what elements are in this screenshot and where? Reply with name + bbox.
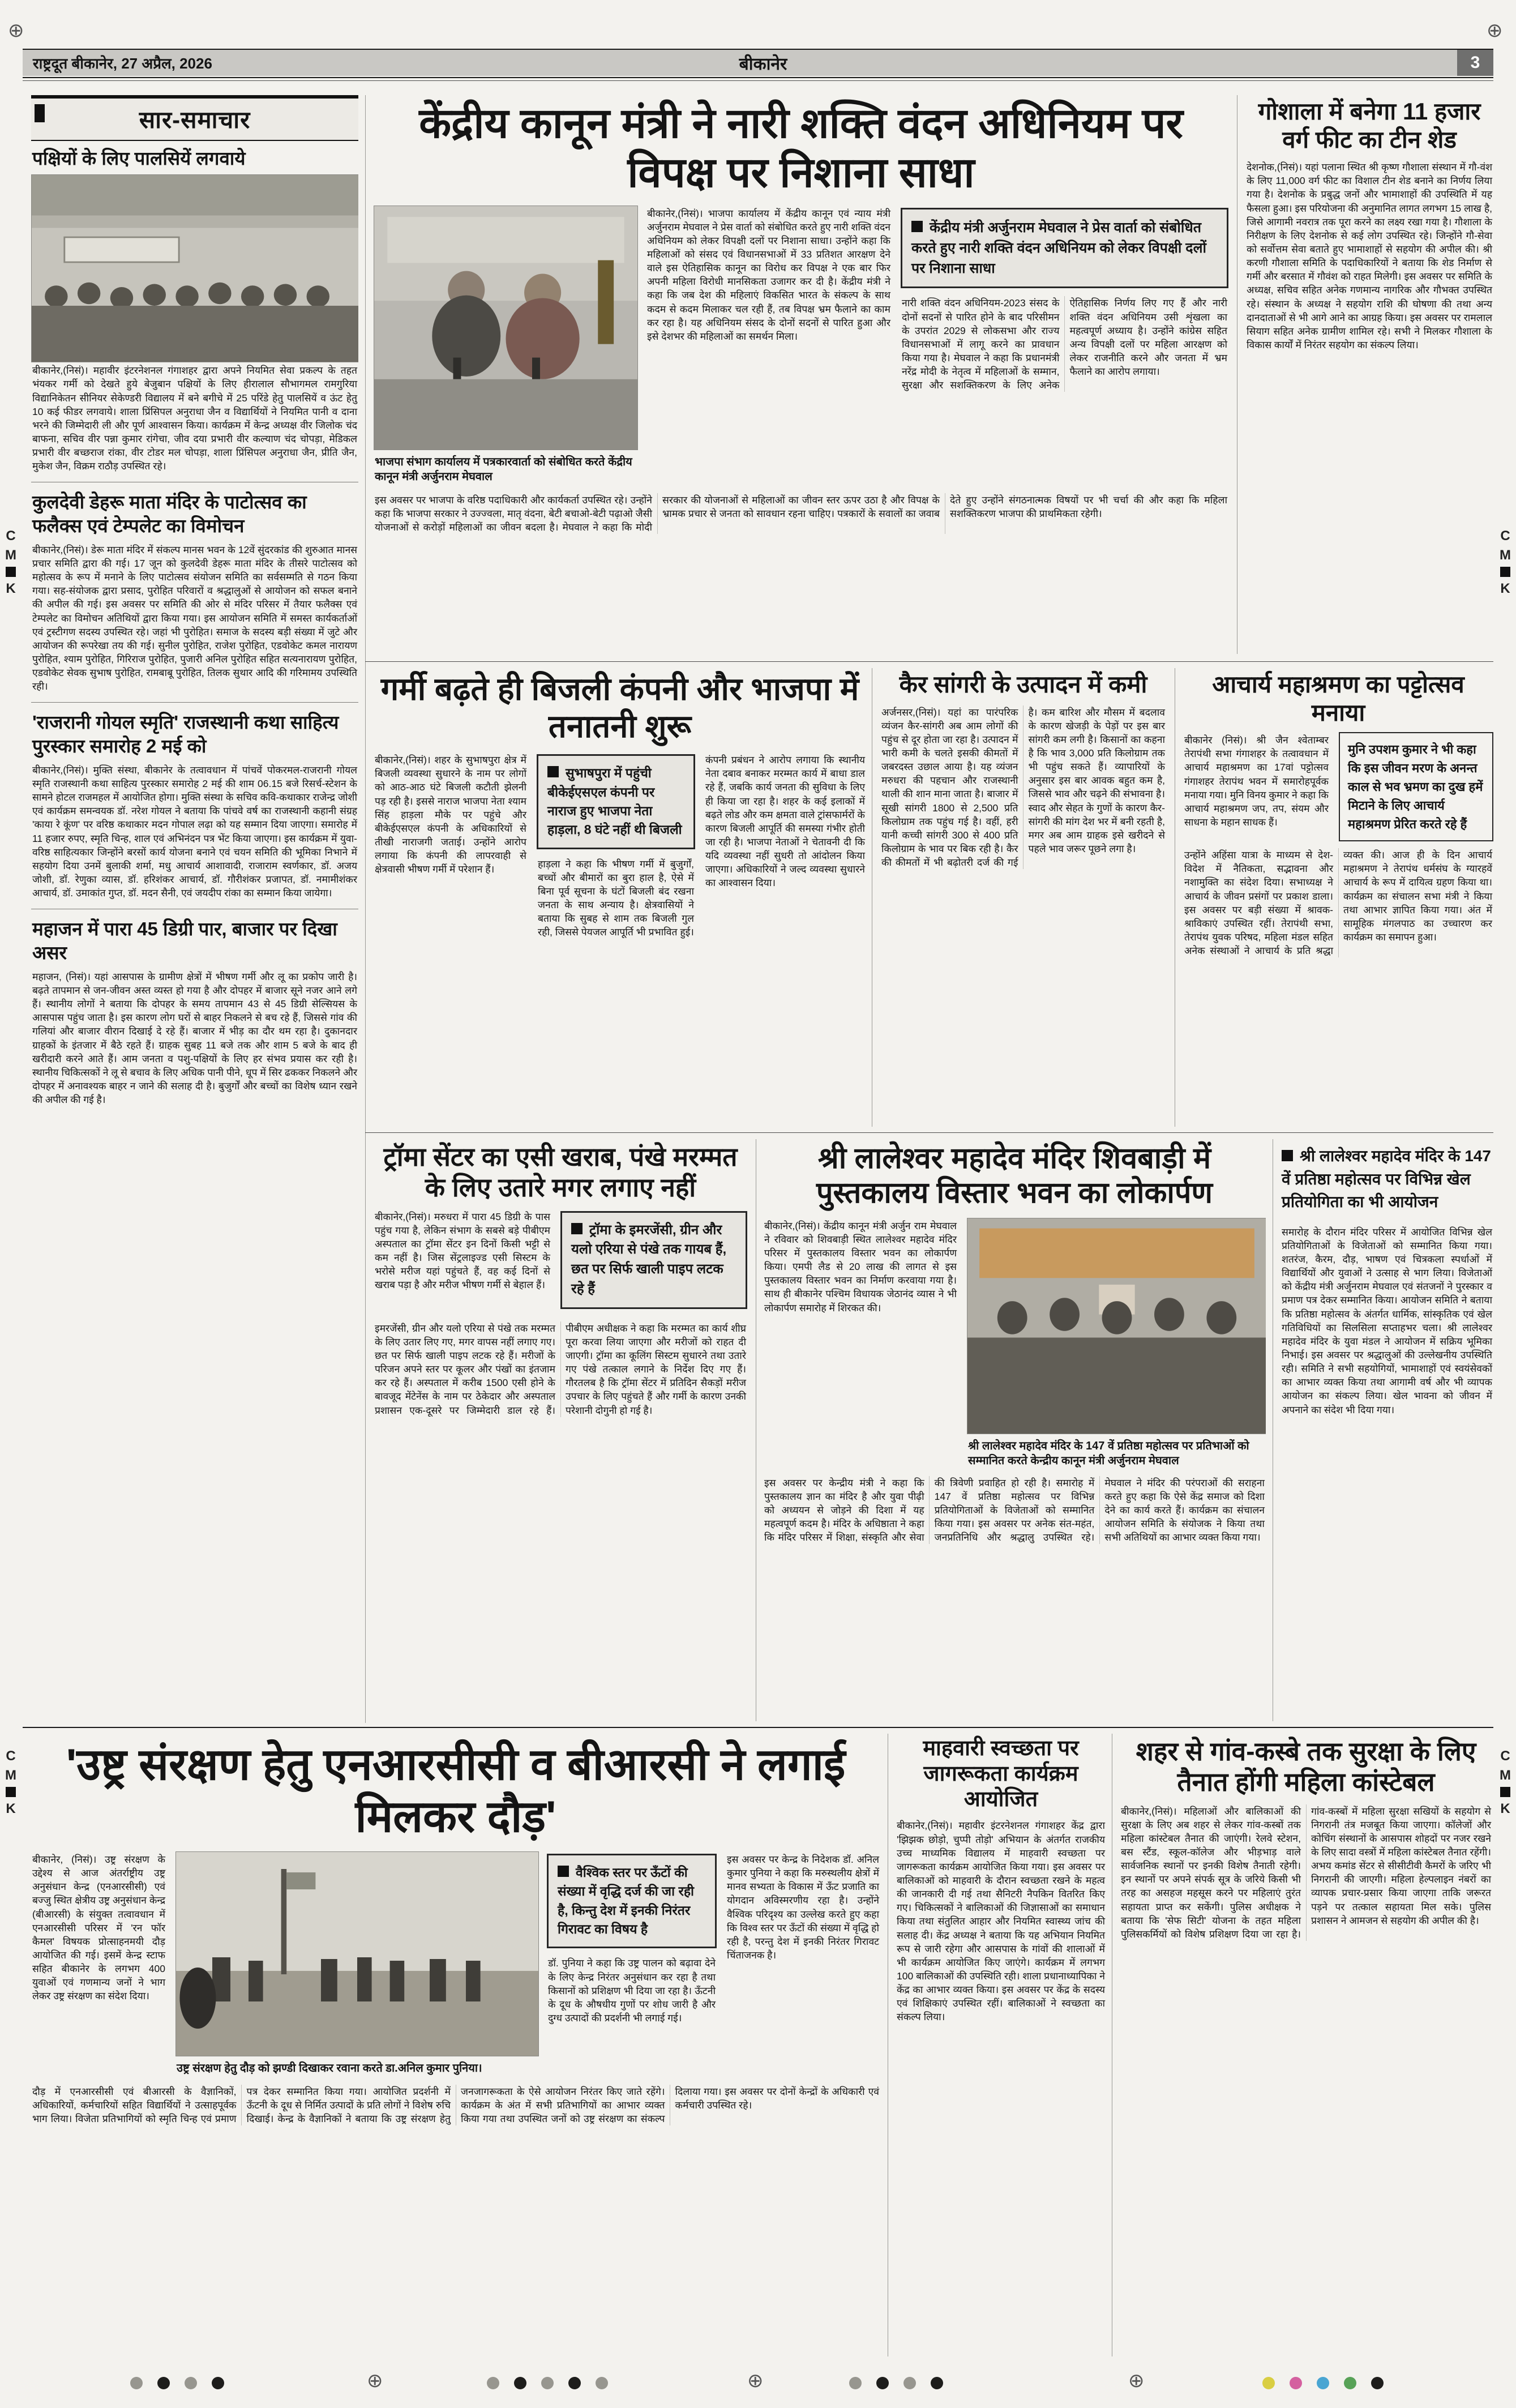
camel-highlight-box (547, 1854, 717, 1948)
body-constable: बीकानेर,(निसं)। महिलाओं और बालिकाओं की सुरक्षा के लिए अब शहर से लेकर गांव-कस्बों तक महिला कांस्टेबल तैनात की जाएंगी। रेलवे स्टेशन, बस स्टैंड, स्कूल-कॉलेज और भीड़भाड़ वाले सार्वजनिक स्थानों पर इनकी विशेष तैनाती रहेगी। इन स्थानों पर अपने संपर्क सूत्र के जरिये किसी भी तरह का असहज महसूस करने पर महिलाएं तुरंत सहायता प्राप्त कर सकेंगी। पुलिस अधीक्षक ने बताया कि 'सेफ सिटी' योजना के तहत महिला पुलिसकर्मियों को विशेष प्रशिक्षण दिया जा रहा है। गांव-कस्बों में महिला सुरक्षा सखियों के सहयोग से निगरानी तंत्र मजबूत किया जाएगा। कॉलेजों और कोचिंग संस्थानों के आसपास शोहदों पर नजर रखने के लिए सादा वस्त्रों में महिला कांस्टेबल तैनात रहेंगी। अभय कमांड सेंटर से सीसीटीवी कैमरों के जरिए भी निगरानी की जाएगी। महिला हेल्पलाइन नंबरों का व्यापक प्रचार-प्रसार किया जाएगा ताकि जरूरत पड़ने पर तत्काल सहायता मिल सके। पुलिस प्रशासन ने आमजन से सहयोग की अपील की है। (1121, 1805, 1491, 1940)
headline-garmi: गर्मी बढ़ते ही बिजली कंपनी और भाजपा में तनातनी शुरू (380, 671, 859, 745)
cmk-letter-m: M (1500, 547, 1511, 563)
photo-birds-group (31, 174, 358, 362)
headline-mahajan: महाजन में पारा 45 डिग्री पार, बाजार पर दिखा असर (32, 918, 337, 963)
band-rule (365, 1132, 1493, 1133)
trauma-row (374, 1209, 747, 1316)
masthead (23, 49, 1493, 76)
trauma-body-colA: बीकानेर,(निसं)। मरुधरा में पारा 45 डिग्री के पास पहुंच गया है, लेकिन संभाग के सबसे बड़े पीबीएम अस्पताल का ट्रॉमा सेंटर इन दिनों किसी भट्टी से कम नहीं है। जिस सेंट्रलाइज्ड एसी सिस्टम के भरोसे मरीज यहां पहुंचते हैं, वह कई दिनों से खराब पड़ा है और मरीज भीषण गर्मी से बेहाल हैं। (375, 1211, 550, 1291)
headline-laleshwar: श्री लालेश्वर महादेव मंदिर शिवबाड़ी में पुस्तकालय विस्तार भवन का लोकार्पण (816, 1142, 1213, 1210)
divider (31, 702, 358, 703)
square-bullet-icon (1282, 1150, 1293, 1161)
laleshwar-body-colA: बीकानेर,(निसं)। केंद्रीय कानून मंत्री अर्जुन राम मेघवाल ने रविवार को शिवबाड़ी स्थित लालेश्वर महादेव मंदिर परिसर में पुस्तकालय विस्तार भवन का लोकार्पण किया। एमपी लैड से 20 लाख की लागत से इस पुस्तकालय विस्तार भवन का निर्माण करवाया गया है। साथ ही बीकानेर पश्चिम विधायक जेठानंद व्यास ने भी लोकार्पण समारोह में शिरकत की। (764, 1220, 957, 1314)
camel-highlight-text: वैश्विक स्तर पर ऊँटों की संख्या में वृद्धि दर्ज की जा रही है, किन्तु देश में इनकी निरंतर गिरावट का विषय है (558, 1865, 695, 1937)
camel-row (31, 1851, 880, 2078)
article-garmi (374, 668, 866, 1127)
page-number: 3 (1457, 50, 1493, 76)
registration-dots (130, 2377, 224, 2389)
photo-press-conference (374, 206, 638, 450)
main-body-continued: इस अवसर पर भाजपा के वरिष्ठ पदाधिकारी और कार्यकर्ता उपस्थित रहे। उन्होंने कहा कि भाजपा सरकार ने उज्ज्वला, मातृ वंदना, बेटी बचाओ-बेटी पढ़ाओ जैसी योजनाओं से करोड़ों महिलाओं का जीवन बदला है। मेघवाल ने कहा कि मोदी सरकार की योजनाओं से महिलाओं का जीवन स्तर ऊपर उठा है और विपक्ष के भ्रामक प्रचार से जनता को सावधान रहना चाहिए। पत्रकारों के सवालों का जवाब देते हुए उन्होंने संगठनात्मक विषयों पर भी चर्चा की और कहा कि महिला सशक्तिकरण भाजपा की प्राथमिकता रहेगी। (375, 494, 1227, 533)
main-body-colA: बीकानेर,(निसं)। भाजपा कार्यालय में केंद्रीय कानून एवं न्याय मंत्री अर्जुनराम मेघवाल ने प्रेस वार्ता को संबोधित करते हुए नारी शक्ति वंदन अधिनियम को लेकर विपक्षी दलों पर निशाना साधा। उन्होंने कहा कि महिलाओं को संसद एवं विधानसभाओं में 33 प्रतिशत आरक्षण देने वाले इस ऐतिहासिक कानून का विरोध कर विपक्ष ने एक बार फिर अपनी महिला विरोधी मानसिकता उजागर कर दी है। केंद्रीय मंत्री ने कहा कि जब देश की महिलाएं विकसित भारत के संकल्प के साथ कदम से कदम मिलाकर चल रही हैं, तब विपक्ष भ्रम फैलाने का काम कर रहा है। यह अधिनियम संसद के दोनों सदनों से पारित हुआ और इसे देशभर की महिलाओं का समर्थन मिला। (647, 207, 890, 342)
article-khel-sidebar (1281, 1139, 1493, 1721)
headline-khel: श्री लालेश्वर महादेव मंदिर के 147 वें प्रतिष्ठा महोत्सव पर विभिन्न खेल प्रतियोगिता का भी आयोजन (1282, 1147, 1491, 1211)
cmk-letter-c: C (1500, 528, 1510, 544)
garmi-highlight-text: सुभाषपुरा में पहुंची बीकेईएसएल कंपनी पर नाराज हुए भाजपा नेता हाड़ला, 8 घंटे नहीं थी बिजली (547, 765, 682, 837)
body-birds: बीकानेर,(निसं)। महावीर इंटरनेशनल गंगाशहर द्वारा अपने नियमित सेवा प्रकल्प के तहत भंयकर गर्मी को देखते हुये बेजुबान पक्षियों के लिए हीरालाल सौभागमल रामगुरिया विद्यानिकेतन सीनियर सेकेण्डरी विद्यालय में बने बगीचे में 25 परिंडे हेतु पालसियें व ऊंट हेतु 10 कई फीडर लगवाये। शाला प्रिंसिपल अनुराधा जैन व विद्यार्थियों ने नियमित पानी व दाना भरने की जिम्मेदारी ली और पूर्ण आश्वासन किया। कार्यक्रम में केन्द्र अध्यक्ष वीर जिलोक चंद बाफना, सचिव वीर पन्ना कुमार रांगेचा, जीव दया प्रभारी वीर कल्याण चंद चोपड़ा, मेडिकल प्रभारी वीर बच्छराज रांका, वीर टोडर मल चोपड़ा, शाला प्रिंसिपल अनुराधा जैन, प्रीति जैन, मुकेश जैन, विक्रम राठौड़ उपस्थित रहे। (32, 365, 357, 472)
registration-dots (487, 2377, 608, 2389)
section-title-saar: सार-समाचार (31, 95, 358, 141)
laleshwar-row (763, 1218, 1266, 1470)
registration-dots (849, 2377, 943, 2389)
print-registration-mark-cmk (1498, 1747, 1513, 1819)
cmk-letter-c: C (6, 1748, 16, 1764)
body-ker: अर्जनसर,(निसं)। यहां का पारंपरिक व्यंजन कैर-सांगरी अब आम लोगों की पहुंच से दूर होता जा रहा है। उत्पादन में भारी कमी के चलते इसकी कीमतों में जबरदस्त उछाल आया है। यह व्यंजन मरुधरा की पहचान और राजस्थानी थाली की शान माना जाता है। बाजार में सूखी सांगरी 1800 से 2,500 प्रति किलोग्राम तक पहुंच गई है। वहीं, हरी यानी कच्ची सांगरी 300 से 400 प्रति किलोग्राम के भाव पर बिक रही है। कैर की कीमतों में भी बढ़ोतरी दर्ज की गई है। कम बारिश और मौसम में बदलाव के कारण खेजड़ी के पेड़ों पर इस बार सांगरी कम लगी है। किसानों का कहना है कि भाव 3,000 प्रति किलोग्राम तक भी पहुंच सकते हैं। व्यापारियों के अनुसार इस बार आवक बहुत कम है, जिससे भाव और चढ़ने की संभावना है। स्वाद और सेहत के गुणों के कारण कैर-सांगरी की मांग देश भर में बनी रहती है, मगर अब आम ग्राहक इसे खरीदने से पहले भाव जरूर पूछने लगा है। (881, 706, 1165, 869)
cmk-letter-k: K (1500, 581, 1510, 597)
section-saar-samachar (31, 95, 358, 1723)
registration-cross-icon (1128, 2369, 1145, 2392)
cmk-letter-c: C (1500, 1748, 1510, 1764)
caption-temple-event: श्री लालेश्वर महादेव मंदिर के 147 वें प्रतिष्ठा महोत्सव पर प्रतिभाओं को सम्मानित करते केन्द्रीय कानून मंत्री अर्जुनराम मेघवाल (968, 1439, 1249, 1467)
body-mahavari: बीकानेर,(निसं)। महावीर इंटरनेशनल गंगाशहर केंद्र द्वारा 'झिझक छोड़ो, चुप्पी तोड़ो' अभियान के अंतर्गत राजकीय उच्च माध्यमिक विद्यालय में माहवारी स्वच्छता पर जागरूकता कार्यक्रम आयोजित किया गया। इस अवसर पर बालिकाओं को माहवारी के दौरान स्वच्छता रखने के महत्व की जानकारी दी गई तथा सैनिटरी नैपकिन वितरित किए गए। चिकित्सकों ने बालिकाओं की जिज्ञासाओं का समाधान किया तथा संतुलित आहार और नियमित स्वास्थ्य जांच की सलाह दी। केंद्र अध्यक्ष ने बताया कि यह अभियान नियमित रूप से जारी रहेगा और आसपास के गांवों की शालाओं में भी कार्यक्रम आयोजित किए जाएंगे। कार्यक्रम में लगभग 100 बालिकाओं की उपस्थिति रही। शाला प्रधानाध्यापिका ने केंद्र का आभार व्यक्त किया। इस अवसर पर केंद्र के सदस्य एवं शिक्षिकाएं उपस्थित रहीं। बालिकाओं ने स्वच्छता का संकल्प लिया। (897, 1820, 1105, 2023)
square-bullet-icon (571, 1223, 583, 1234)
main-body-colB: नारी शक्ति वंदन अधिनियम-2023 संसद के दोनों सदनों से पारित होने के बाद परिसीमन के उपरांत 2029 से लोकसभा और राज्य विधानसभाओं में लागू करने का प्रावधान किया गया है। मेघवाल ने कहा कि प्रधानमंत्री नरेंद्र मोदी के नेतृत्व में महिलाओं के सम्मान, सुरक्षा और सशक्तिकरण के लिए अनेक ऐतिहासिक निर्णय लिए गए हैं और नारी शक्ति वंदन अधिनियम उसी शृंखला का महत्वपूर्ण अध्याय है। उन्होंने कांग्रेस सहित अन्य विपक्षी दलों पर महिला आरक्षण को लेकर राजनीति करने और जनता में भ्रम फैलाने का आरोप लगाया। (902, 297, 1227, 391)
cmk-black-square (6, 1787, 16, 1797)
article-birds (31, 141, 358, 474)
cmk-letter-k: K (6, 581, 16, 597)
square-bullet-icon (547, 766, 559, 777)
camel-body-colC: डॉ. पुनिया ने कहा कि उष्ट्र पालन को बढ़ावा देने के लिए केन्द्र निरंतर अनुसंधान कर रहा है तथा किसानों को प्रशिक्षण भी दिया जा रहा है। ऊँटनी के दूध के औषधीय गुणों पर शोध जारी है और दुग्ध उत्पादों की प्रदर्शनी भी लगाई गई। (548, 1957, 716, 2024)
article-kuldevi (31, 485, 358, 694)
body-mahajan: महाजन, (निसं)। यहां आसपास के ग्रामीण क्षेत्रों में भीषण गर्मी और लू का प्रकोप जारी है। बढ़ते तापमान से जन-जीवन अस्त व्यस्त हो गया है और दोपहर में बाजार सूने नजर आने लगे हैं। स्थानीय लोगों ने बताया कि दोपहर के समय तापमान 43 से 45 डिग्री सेल्सियस के आसपास पहुंच जाता है। इस कारण लोग घरों से बाहर निकलने से बच रहे हैं, जिससे गांव की गलियां और बाजार वीरान दिखाई दे रहे हैं। बाजार में भीड़ का दौर थम रहा है। दुकानदार ग्राहकों के इंतजार में बैठे रहते हैं। ग्राहक सुबह 11 बजे तक और शाम 5 बजे के बाद ही खरीदारी करने आते हैं। आम जनता व पशु-पक्षियों के लिए हर संभव प्रयास कर रही है। स्थानीय चिकित्सकों ने लू से बचाव के लिए अधिक पानी पीने, धूप में सिर ढककर निकलने और दोपहर में अनावश्यक बाहर न जाने की सलाह दी है। बुजुर्गों और बच्चों का विशेष ध्यान रखने की अपील की गई है। (32, 970, 357, 1106)
headline-kuldevi: कुलदेवी डेहरू माता मंदिर के पाटोत्सव का फलैक्स एवं टेम्पलेट का विमोचन (32, 491, 307, 536)
main-right-stack (901, 206, 1228, 486)
photo-camel-run-flagoff (175, 1851, 539, 2056)
headline-ker: कैर सांगरी के उत्पादन में कमी (899, 671, 1147, 698)
acharya-body-continued: उन्होंने अहिंसा यात्रा के माध्यम से देश-विदेश में नैतिकता, सद्भावना और नशामुक्ति का संदेश दिया। सभाध्यक्ष ने आचार्य के जीवन प्रसंगों पर प्रकाश डाला। इस अवसर पर बड़ी संख्या में श्रावक-श्राविकाएं उपस्थित रहीं। तेरापंथी सभा, तेरापंथ युवक परिषद, महिला मंडल सहित अनेक संस्थाओं ने आचार्य के प्रति श्रद्धा व्यक्त की। आज ही के दिन आचार्य महाश्रमण ने तेरापंथ धर्मसंघ के ग्यारहवें आचार्य के रूप में दायित्व ग्रहण किया था। कार्यक्रम का संचालन सभा मंत्री ने किया तथा आभार ज्ञापित किया गया। अंत में सामूहिक मंगलपाठ का उच्चारण कर कार्यक्रम का समापन हुआ। (1184, 849, 1492, 957)
masthead-rule (23, 77, 1493, 78)
photo-temple-event (967, 1218, 1266, 1434)
registration-dots-color (1262, 2377, 1384, 2389)
headline-main: केंद्रीय कानून मंत्री ने नारी शक्ति वंदन अधिनियम पर विपक्ष पर निशाना साधा (419, 100, 1183, 196)
print-registration-mark-cmk (3, 1747, 18, 1819)
print-registration-mark-cmk (1498, 527, 1513, 598)
registration-cross-icon (8, 19, 24, 42)
body-khel: समारोह के दौरान मंदिर परिसर में आयोजित विभिन्न खेल प्रतियोगिताओं के विजेताओं को सम्मानित किया गया। शतरंज, कैरम, दौड़, भाषण एवं चित्रकला स्पर्धाओं में विद्यार्थियों और युवाओं ने उत्साह से भाग लिया। विजेताओं को केंद्रीय मंत्री अर्जुनराम मेघवाल एवं संतजनों ने पुरस्कार व प्रमाण पत्र देकर सम्मानित किया। आयोजन समिति ने बताया कि प्रतिष्ठा महोत्सव के अंतर्गत धार्मिक, सांस्कृतिक एवं खेल गतिविधियों का सिलसिला सप्ताहभर चला। श्री लालेश्वर महादेव मंदिर के युवा मंडल ने आयोजन में सक्रिय भूमिका निभाई। इस अवसर पर श्रद्धालुओं की उल्लेखनीय उपस्थिति रही। समिति ने सभी सहयोगियों, भामाशाहों एवं स्वयंसेवकों का आभार व्यक्त किया तथा आगामी वर्ष और भी व्यापक आयोजन का संकल्प लिया। खेल भावना को जीवन में अपनाने का संदेश भी दिया गया। (1282, 1226, 1492, 1415)
camel-body-continued: दौड़ में एनआरसीसी एवं बीआरसी के वैज्ञानिकों, अधिकारियों, कर्मचारियों सहित विद्यार्थियों ने उत्साहपूर्वक भाग लिया। विजेता प्रतिभागियों को स्मृति चिन्ह एवं प्रमाण पत्र देकर सम्मानित किया गया। आयोजित प्रदर्शनी में ऊँटनी के दूध से निर्मित उत्पादों के प्रति लोगों ने विशेष रुचि दिखाई। केन्द्र के वैज्ञानिकों ने बताया कि उष्ट्र संरक्षण हेतु जनजागरूकता के ऐसे आयोजन निरंतर किए जाते रहेंगे। कार्यक्रम के अंत में सभी प्रतिभागियों का आभार व्यक्त किया गया तथा उपस्थित जनों को उष्ट्र संरक्षण का संकल्प दिलाया गया। इस अवसर पर दोनों केन्द्रों के अधिकारी एवं कर्मचारी उपस्थित रहे। (32, 2086, 879, 2125)
article-main (374, 95, 1228, 654)
body-rajrani: बीकानेर,(निसं)। मुक्ति संस्था, बीकानेर के तत्वावधान में पांचवें पोकरमल-राजरानी गोयल स्मृति राजस्थानी कथा साहित्य पुरस्कार समारोह 2 मई की शाम 06.15 बजे रिसर्च-स्टेशन के सामने होटल राजमहल में आयोजित होगा। मुक्ति संस्था के सचिव कवि-कथाकार राजेन्द्र जोशी एवं कार्यक्रम समन्वयक डॉ. नरेश गोयल ने बताया कि पांचवे वर्ष का राजस्थानी कहानी संग्रह 'काया रे कूंण' पर वरिष्ठ कथाकार मदन गोपाल लढ़ा को यह सम्मान दिया जाएगा। समारोह में 11 हजार रुपए, स्मृति चिन्ह, शाल एवं अभिनंदन पत्र भेंट किया जाएगा। इस कार्यक्रम में युवा-वरिष्ठ साहित्यकार जिन्होंने बरसों कार्य योजना बनाने एवं चयन समिति की भूमिका निभाने में सहयोग दिया उनमें बुलाकी शर्मा, मधु आचार्य आशावादी, राजाराम स्वर्णकार, डॉ. अजय जोशी, डॉ. रेणुका व्यास, डॉ. हरिशंकर आचार्य, डॉ. गौरीशंकर प्रजापत, डॉ. नमामीशंकर आचार्य, डॉ. उमाकांत गुप्त, डॉ. मदन सैनी, एवं जयदीप रांका का सम्मान किया जायेगा। (32, 764, 357, 899)
main-photo-figure (374, 206, 637, 486)
registration-cross-icon (1487, 19, 1503, 42)
print-registration-mark-cmk (3, 527, 18, 598)
caption-camel-run: उष्ट्र संरक्षण हेतु दौड़ को झण्डी दिखाकर रवाना करते डा.अनिल कुमार पुनिया। (177, 2062, 482, 2075)
main-article-row (374, 206, 1228, 486)
band-rule (365, 661, 1493, 662)
acharya-body-colA: बीकानेर (निसं)। श्री जैन श्वेताम्बर तेरापंथी सभा गंगाशहर के तत्वावधान में आचार्य महाश्रमण का 17वां पट्टोत्सव गंगाशहर तेरापंथ भवन में समारोहपूर्वक मनाया गया। मुनि विनय कुमार ने कहा कि आचार्य महाश्रमण जप, तप, संयम और साधना के महान साधक हैं। (1184, 734, 1329, 828)
article-goshala (1245, 95, 1493, 654)
article-trauma (374, 1139, 747, 1721)
masthead-right (1007, 50, 1493, 76)
garmi-body-colB: हाड़ला ने कहा कि भीषण गर्मी में बुजुर्गों, बच्चों और बीमारों का बुरा हाल है, ऐसे में बिना पूर्व सूचना के घंटों बिजली बंद रखना जनता के साथ अन्याय है। क्षेत्रवासियों ने बताया कि सुबह से शाम तक बिजली गुल रही, जिससे पेयजल आपूर्ति भी प्रभावित हुई। (538, 858, 694, 938)
main-highlight-text: केंद्रीय मंत्री अर्जुनराम मेघवाल ने प्रेस वार्ता को संबोधित करते हुए नारी शक्ति वंदन अधिनियम को लेकर विपक्षी दलों पर निशाना साधा (911, 219, 1206, 277)
trauma-highlight-text: ट्रॉमा के इमरजेंसी, ग्रीन और यलो एरिया से पंखे तक गायब हैं, छत पर सिर्फ खाली पाइप लटक रहे हैं (571, 1222, 727, 1297)
headline-constable: शहर से गांव-कस्बे तक सुरक्षा के लिए तैनात होंगी महिला कांस्टेबल (1136, 1737, 1476, 1797)
band-rule (23, 1727, 1493, 1728)
masthead-edition-date: राष्ट्रदूत बीकानेर, 27 अप्रैल, 2026 (33, 55, 212, 72)
garmi-row (374, 752, 866, 940)
cmk-letter-k: K (6, 1801, 16, 1817)
cmk-letter-m: M (5, 1767, 16, 1783)
cmk-letter-m: M (5, 547, 16, 563)
article-mahavari (896, 1734, 1106, 2359)
camel-mid-stack (547, 1851, 717, 2078)
laleshwar-photo-figure (967, 1218, 1266, 1470)
article-constable (1120, 1734, 1492, 2359)
cmk-black-square (1500, 567, 1510, 577)
headline-acharya: आचार्य महाश्रमण का पट्टोत्सव मनाया (1212, 671, 1464, 726)
laleshwar-body-continued: इस अवसर पर केन्द्रीय मंत्री ने कहा कि पुस्तकालय ज्ञान का मंदिर है और युवा पीढ़ी को अध्ययन से जोड़ने की दिशा में यह महत्वपूर्ण कदम है। मंदिर के अधिष्ठाता ने कहा कि मंदिर परिसर में शिक्षा, संस्कृति और सेवा की त्रिवेणी प्रवाहित हो रही है। समारोह में 147 वें प्रतिष्ठा महोत्सव पर विभिन्न प्रतियोगिताओं के विजेताओं को सम्मानित किया गया। इस अवसर पर अनेक संत-महंत, जनप्रतिनिधि और श्रद्धालु उपस्थित रहे। मेघवाल ने मंदिर की परंपराओं की सराहना करते हुए कहा कि ऐसे केंद्र समाज को दिशा देने का कार्य करते हैं। कार्यक्रम का संचालन आयोजन समिति के संयोजक ने किया तथा सभी अतिथियों का आभार व्यक्त किया गया। (764, 1477, 1265, 1543)
body-kuldevi: बीकानेर,(निसं)। डेरू माता मंदिर में संकल्प मानस भवन के 12वें सुंदरकांड की शुरुआत मानस प्रचार समिति द्वारा की गई। 17 जून को कुलदेवी डेहरू माता मंदिर के तीसरे पाटोत्सव को महोत्सव के रूप में मनाने के लिए पाटोत्सव संयोजन समिति का सर्वसम्मति से गठन किया गया। सह-संयोजक द्वारा प्रसाद, पुरोहित परिवारों व श्रद्धालुओं से आयोजन को सफल बनाने की अपील की गई। इस अवसर पर समिति की ओर से मंदिर परिसर में तैयार फलैक्स एवं टेम्पलेट का विमोचन अतिथियों द्वारा किया गया। इस आयोजन समिति में समस्त कार्यकर्ताओं एवं ट्रस्टीगण सदस्य उपस्थित रहे। जहां भी पुरोहित। समाज के सदस्य बड़ी संख्या में जुटे और आयोजन की रूपरेखा तय की गई। सुनील पुरोहित, राजेश पुरोहित, एडवोकेट कमल नारायण पुरोहित, श्याम पुरोहित, गिरिराज पुरोहित, पुजारी अनिल पुरोहित सहित सत्यनारायण पुरोहित, एडवोकेट सेवक सुभाष पुरोहित, रामबाबू पुरोहित, तिलक सुथार आदि की गरिमामय उपस्थिति रही। (32, 544, 357, 692)
article-camel-run (31, 1734, 880, 2359)
headline-rajrani: 'राजरानी गोयल स्मृति' राजस्थानी कथा साहित्य पुरस्कार समारोह 2 मई को (32, 712, 339, 756)
headline-trauma: ट्रॉमा सेंटर का एसी खराब, पंखे मरम्मत के लिए उतारे मगर लगाए नहीं (383, 1142, 738, 1203)
article-mahajan (31, 912, 358, 1107)
camel-body-colB: इस अवसर पर केन्द्र के निदेशक डॉ. अनिल कुमार पुनिया ने कहा कि मरुस्थलीय क्षेत्रों में मानव सभ्यता के विकास में ऊँट प्रजाति का योगदान अविस्मरणीय रहा है। उन्होंने वैश्विक परिदृश्य का उल्लेख करते हुए कहा कि विश्व स्तर पर ऊँटों की संख्या में वृद्धि हो रही है, परन्तु देश में इनकी निरंतर गिरावट चिंताजनक है। (727, 1854, 879, 1961)
headline-camel: 'उष्ट्र संरक्षण हेतु एनआरसीसी व बीआरसी ने लगाई मिलकर दौड़' (66, 1739, 846, 1842)
registration-cross-icon (367, 2369, 383, 2392)
cmk-letter-m: M (1500, 1767, 1511, 1783)
cmk-black-square (1500, 1787, 1510, 1797)
article-acharya (1183, 668, 1493, 1127)
camel-body-colA: बीकानेर, (निसं)। उष्ट्र संरक्षण के उद्देश्य से आज अंतर्राष्ट्रीय उष्ट्र अनुसंधान केन्द्र (एनआरसीसी) एवं बज्जु स्थित क्षेत्रीय उष्ट्र अनुसंधान केन्द्र (बीआरसी) के संयुक्त तत्वावधान में एनआरसीसी परिसर में 'रन फॉर कैमल' विषयक प्रोत्साहनमयी दौड़ आयोजित की गई। इसमें केन्द्र स्टाफ सहित बीकानेर के लगभग 400 युवाओं एवं गणमान्य जनों ने भाग लेकर उष्ट्र संरक्षण का संदेश दिया। (32, 1854, 165, 2002)
masthead-city: बीकानेर (739, 54, 787, 74)
cmk-letter-k: K (1500, 1801, 1510, 1817)
cmk-letter-c: C (6, 528, 16, 544)
article-laleshwar (763, 1139, 1266, 1721)
garmi-mid-stack (537, 752, 695, 940)
registration-cross-icon (747, 2369, 764, 2392)
caption-press-conference: भाजपा संभाग कार्यालय में पत्रकारवार्ता को संबोधित करते केंद्रीय कानून मंत्री अर्जुनराम मेघवाल (375, 455, 632, 483)
square-bullet-icon (911, 221, 923, 232)
article-rajrani (31, 705, 358, 901)
garmi-body-colC: कंपनी प्रबंधन ने आरोप लगाया कि स्थानीय नेता दबाव बनाकर मरम्मत कार्य में बाधा डाल रहे हैं, जबकि कार्य जनता की सुविधा के लिए ही किया जा रहा है। शहर के कई इलाकों में बढ़ते लोड और कम क्षमता वाले ट्रांसफार्मरों के कारण बिजली आपूर्ति की समस्या गंभीर होती जा रही है। भाजपा नेताओं ने चेतावनी दी कि यदि व्यवस्था नहीं सुधरी तो आंदोलन किया जाएगा। अधिकारियों ने जल्द व्यवस्था सुधारने का आश्वासन दिया। (705, 754, 865, 889)
garmi-highlight-box (537, 754, 695, 849)
khel-heading-box (1281, 1141, 1493, 1217)
camel-photo-figure (175, 1851, 538, 2078)
headline-mahavari: माहवारी स्वच्छता पर जागरूकता कार्यक्रम आयोजित (923, 1737, 1079, 1811)
cmk-black-square (6, 567, 16, 577)
column-rule (365, 95, 366, 1723)
garmi-body-colA: बीकानेर,(निसं)। शहर के सुभाषपुरा क्षेत्र में बिजली व्यवस्था सुधारने के नाम पर लोगों को आठ-आठ घंटे बिजली कटौती झेलनी पड़ रही है। इससे नाराज भाजपा नेता श्याम सिंह हाड़ला मौके पर पहुंचे और बीकेईएसएल कंपनी के अधिकारियों से तीखी नाराजगी जताई। उन्होंने आरोप लगाया कि कंपनी की लापरवाही से क्षेत्रवासी भीषण गर्मी में परेशान हैं। (375, 754, 526, 875)
acharya-quote-box: मुनि उपशम कुमार ने भी कहा कि इस जीवन मरण के अनन्त काल से भव भ्रमण का दुख हमें मिटाने के लिए आचार्य महाश्रमण प्रेरित करते रहे हैं (1339, 732, 1493, 841)
square-bullet-icon (558, 1866, 569, 1877)
main-highlight-box (901, 208, 1228, 289)
headline-goshala: गोशाला में बनेगा 11 हजार वर्ग फीट का टीन शेड (1258, 98, 1481, 153)
body-goshala: देशनोक,(निसं)। यहां पलाना स्थित श्री कृष्ण गौशाला संस्थान में गौ-वंश के लिए 11,000 वर्ग फीट का विशाल टीन शेड बनाने का निर्णय लिया गया है। देशनोक के प्रबुद्ध जनों और भामाशाहों की उपस्थिति में यह फैसला हुआ। इस परियोजना की अनुमानित लागत लगभग 15 लाख है, जिसे आगामी नवरात्र तक पूरा करने का लक्ष्य रखा गया है। गौशाला के निरीक्षण के लिए देशनोक से कई लोग उपस्थित रहे। जिन्होंने गौ-सेवा को सर्वोत्तम सेवा बताते हुए भामाशाहों से सहयोग की अपील की। श्री करणी गौशाला समिति के पदाधिकारियों ने बताया कि शेड निर्माण से गर्मी और बरसात में गौवंश को राहत मिलेगी। इस अवसर पर समिति के अध्यक्ष, सचिव सहित अनेक गणमान्य नागरिक और गौभक्त उपस्थित रहे। संस्थान के अध्यक्ष ने सहयोग राशि की घोषणा की तथा अन्य दानदाताओं से भी आगे आने का आग्रह किया। इस अवसर पर रामलाल सियाग सहित अनेक ग्रामीण शामिल रहे। सभी ने मिलकर गौशाला के विकास कार्यों में निरंतर सहयोग का संकल्प लिया। (1247, 161, 1492, 350)
trauma-body-continued: इमरजेंसी, ग्रीन और यलो एरिया से पंखे तक मरम्मत के लिए उतार लिए गए, मगर वापस नहीं लगाए गए। छत पर सिर्फ खाली पाइप लटक रहे हैं। मरीजों के परिजन अपने स्तर पर कूलर और पंखों का इंतजाम कर रहे हैं। अस्पताल में करीब 1500 एसी होने के बावजूद मेंटेनेंस के नाम पर ठेकेदार और अस्पताल प्रशासन एक-दूसरे पर जिम्मेदारी डाल रहे हैं। पीबीएम अधीक्षक ने कहा कि मरम्मत का कार्य शीघ्र पूरा करवा लिया जाएगा और मरीजों को राहत दी जाएगी। ट्रॉमा का कूलिंग सिस्टम सुधारने तथा उतारे गए पंखे तत्काल लगाने के निर्देश दिए गए हैं। गौरतलब है कि ट्रॉमा सेंटर में प्रतिदिन सैकड़ों मरीज उपचार के लिए पहुंचते हैं और गर्मी के कारण उनकी परेशानी दोगुनी हो गई है। (375, 1322, 746, 1416)
trauma-highlight-box (560, 1211, 747, 1309)
masthead-rule-thin (23, 80, 1493, 81)
acharya-row (1183, 732, 1493, 841)
article-ker-sangri (880, 668, 1166, 1127)
headline-birds: पक्षियों के लिए पालसियें लगवाये (32, 148, 246, 169)
